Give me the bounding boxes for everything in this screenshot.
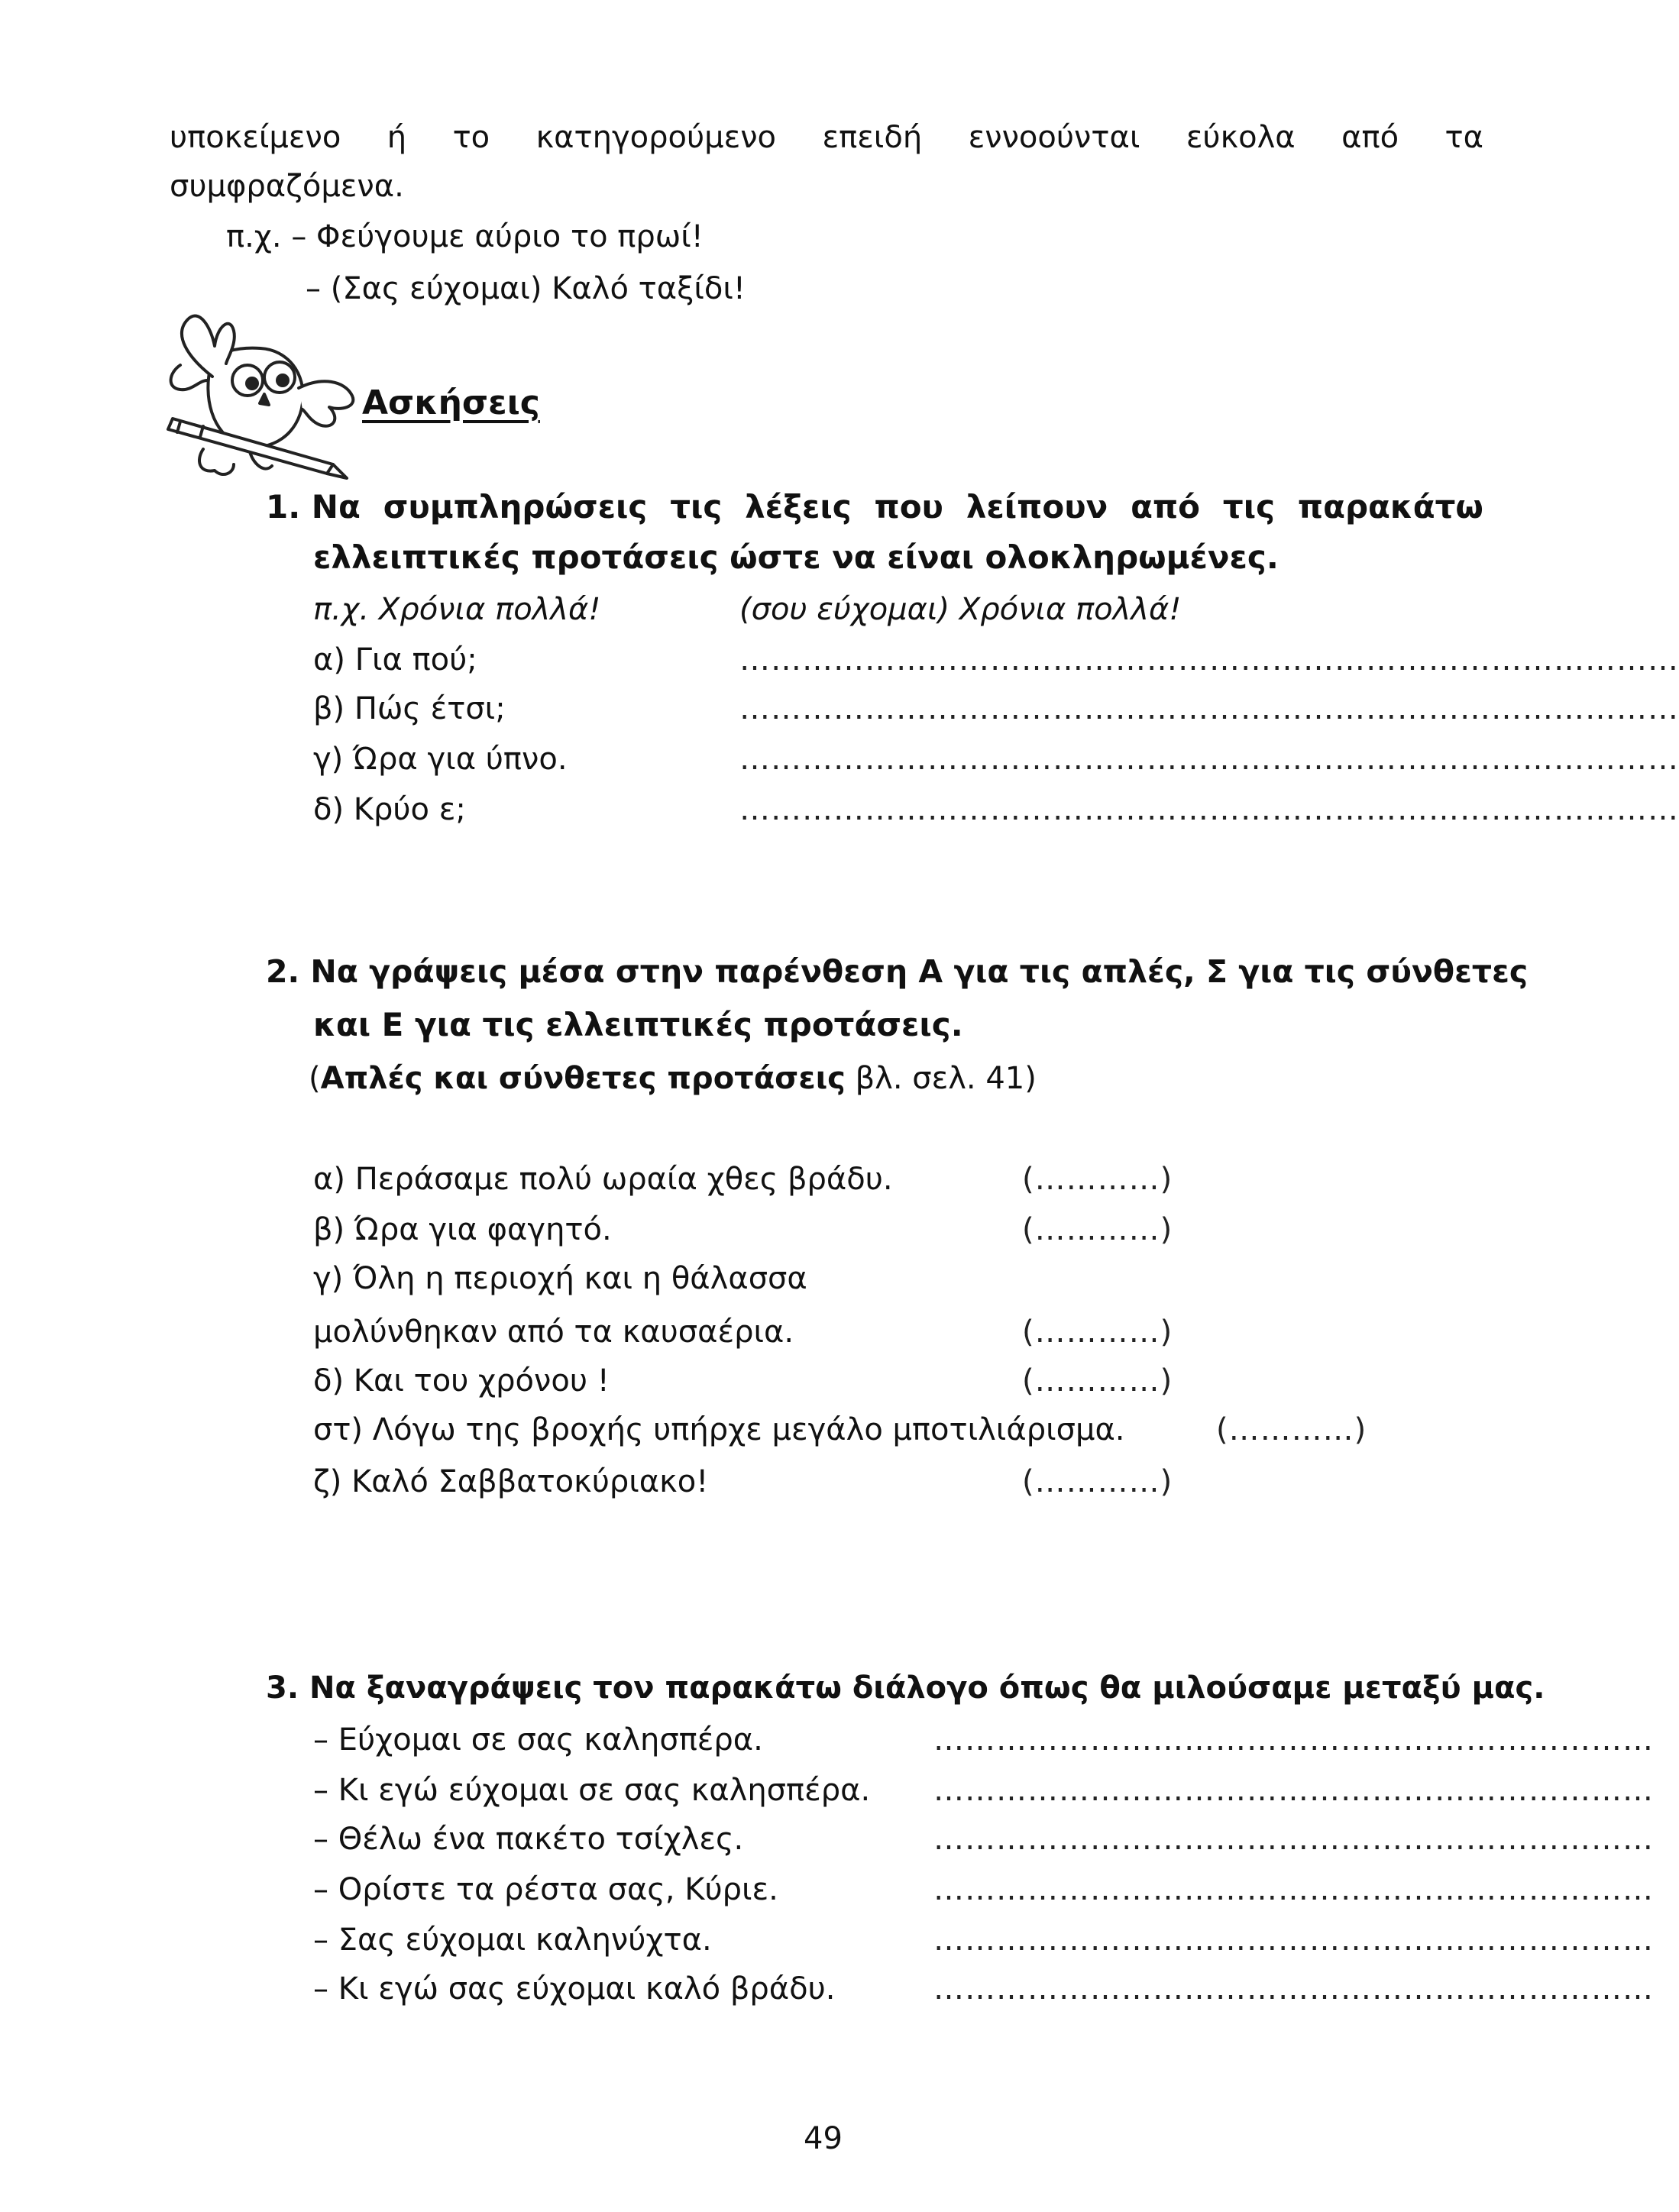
ex1-title-word: παρακάτω <box>1297 488 1483 526</box>
ex3-item-text: – Κι εγώ σας εύχομαι καλό βράδυ. <box>313 1971 836 2007</box>
ex1-title-word: συμπληρώσεις <box>383 488 648 526</box>
intro-word: τα <box>1444 120 1483 155</box>
ex3-title: 3. Να ξαναγράψεις τον παρακάτω διάλογο όπως θα μιλούσαμε μεταξύ μας. <box>266 1670 1545 1706</box>
ex3-item-blank[interactable]: …………………………………………………………… <box>933 1773 1654 1808</box>
ex1-title-word: από <box>1131 488 1201 526</box>
intro-word: ή <box>387 120 407 155</box>
ex2-item-blank[interactable]: (…………) <box>1216 1412 1367 1447</box>
intro-word: από <box>1341 120 1399 155</box>
section-title: Ασκήσεις <box>362 383 540 422</box>
ex2-title-line-1: 2. Να γράψεις μέσα στην παρένθεση Α για τις απλές, Σ για τις σύνθετες <box>266 953 1529 990</box>
ex2-ref-open: ( <box>309 1061 321 1096</box>
ex3-item-blank[interactable]: …………………………………………………………… <box>933 1722 1654 1758</box>
ex1-example-left: π.χ. Χρόνια πολλά! <box>313 592 601 627</box>
ex1-item-text: δ) Κρύο ε; <box>313 792 466 827</box>
ex3-item-text: – Κι εγώ εύχομαι σε σας καλησπέρα. <box>313 1773 871 1808</box>
ex3-item-text: – Σας εύχομαι καληνύχτα. <box>313 1923 712 1958</box>
ex2-item-blank[interactable]: (…………) <box>1022 1363 1173 1399</box>
ex1-item-blank[interactable]: ……………………………………………………………………………… <box>739 642 1679 678</box>
ex3-item-text: – Εύχομαι σε σας καλησπέρα. <box>313 1722 763 1758</box>
intro-word: εννοούνται <box>968 120 1140 155</box>
ex2-item-text: στ) Λόγω της βροχής υπήρχε μεγάλο μποτιλιάρισμα. <box>313 1412 1125 1447</box>
ex3-item-blank[interactable]: …………………………………………………………… <box>933 1971 1654 2007</box>
ex2-item-blank[interactable]: (…………) <box>1022 1464 1173 1499</box>
ex1-title-word: τις <box>1222 488 1275 526</box>
ex1-title-line-2: ελλειπτικές προτάσεις ώστε να είναι ολοκληρωμένες. <box>313 538 1279 576</box>
ex2-item-blank[interactable]: (…………) <box>1022 1315 1173 1350</box>
ex1-item-text: β) Πώς έτσι; <box>313 691 506 726</box>
ex2-ref-rest: βλ. σελ. 41) <box>845 1061 1037 1096</box>
ex2-item-blank[interactable]: (…………) <box>1022 1212 1173 1247</box>
intro-word: επειδή <box>822 120 923 155</box>
ex2-ref-bold: Απλές και σύνθετες προτάσεις <box>320 1061 846 1096</box>
ex1-title-word: που <box>874 488 943 526</box>
ex1-title-word: τις <box>670 488 723 526</box>
intro-line-2: συμφραζόμενα. <box>170 169 404 204</box>
intro-example-1: π.χ. – Φεύγουμε αύριο το πρωί! <box>226 219 704 254</box>
ex2-item-text: γ) Όλη η περιοχή και η θάλασσα <box>313 1261 807 1296</box>
ex2-title-line-2: και Ε για τις ελλειπτικές προτάσεις. <box>313 1006 963 1043</box>
ex2-item-text: β) Ώρα για φαγητό. <box>313 1212 612 1247</box>
owl-pencil-icon <box>157 304 364 481</box>
intro-word: υποκείμενο <box>170 120 341 155</box>
intro-word: το <box>452 120 490 155</box>
intro-word: εύκολα <box>1186 120 1296 155</box>
intro-line-1 <box>170 116 1483 159</box>
ex1-item-blank[interactable]: ……………………………………………………………………………… <box>739 792 1679 827</box>
ex2-reference <box>309 1057 1037 1100</box>
ex3-item-text: – Θέλω ένα πακέτο τσίχλες. <box>313 1822 744 1857</box>
ex1-item-text: γ) Ώρα για ύπνο. <box>313 742 568 777</box>
ex1-title-line-1 <box>266 484 1483 530</box>
page-number: 49 <box>804 2121 843 2156</box>
ex1-example-right: (σου εύχομαι) Χρόνια πολλά! <box>739 592 1182 627</box>
ex1-item-blank[interactable]: ……………………………………………………………………………… <box>739 691 1679 726</box>
ex2-item-text: α) Περάσαμε πολύ ωραία χθες βράδυ. <box>313 1162 893 1197</box>
ex2-item-text: δ) Και του χρόνου ! <box>313 1363 610 1399</box>
ex1-title-word: λέξεις <box>745 488 852 526</box>
intro-example-2: – (Σας εύχομαι) Καλό ταξίδι! <box>306 271 746 306</box>
ex1-title-word: 1. Να <box>266 488 361 526</box>
ex2-item-text: μολύνθηκαν από τα καυσαέρια. <box>313 1315 794 1350</box>
ex3-item-blank[interactable]: …………………………………………………………… <box>933 1923 1654 1958</box>
ex1-item-blank[interactable]: ……………………………………………………………………………… <box>739 742 1679 777</box>
ex1-item-text: α) Για πού; <box>313 642 477 678</box>
ex3-item-text: – Ορίστε τα ρέστα σας, Κύριε. <box>313 1872 778 1907</box>
ex2-item-text: ζ) Καλό Σαββατοκύριακο! <box>313 1464 709 1499</box>
ex1-title-word: λείπουν <box>966 488 1108 526</box>
intro-word: κατηγορούμενο <box>535 120 777 155</box>
ex3-item-blank[interactable]: …………………………………………………………… <box>933 1872 1654 1907</box>
ex2-item-blank[interactable]: (…………) <box>1022 1162 1173 1197</box>
ex3-item-blank[interactable]: …………………………………………………………… <box>933 1822 1654 1857</box>
